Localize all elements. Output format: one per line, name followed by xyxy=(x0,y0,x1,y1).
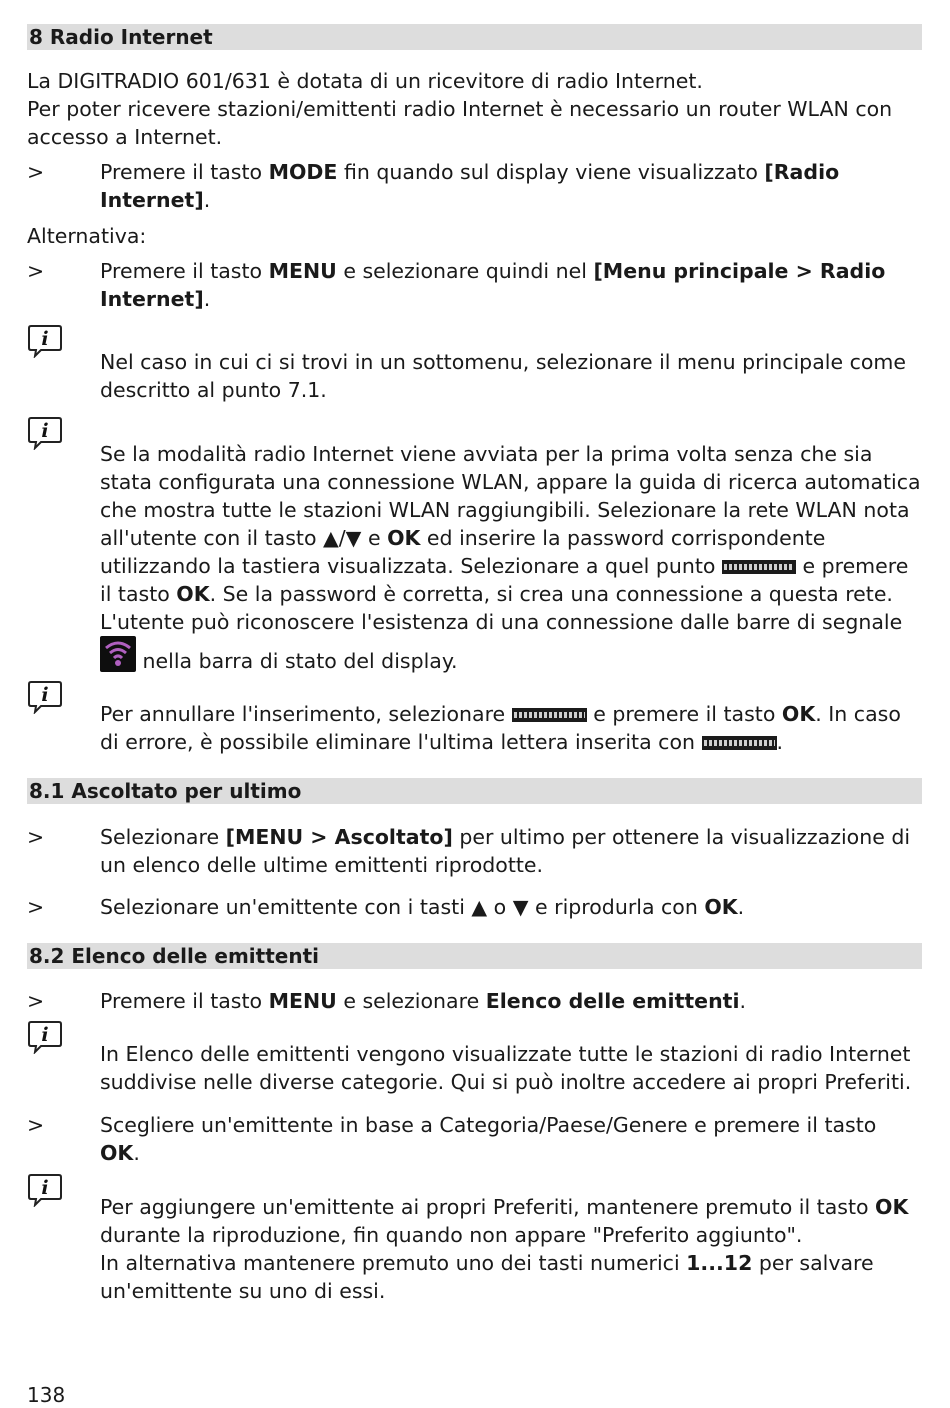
info-icon xyxy=(27,1173,63,1214)
menu-elenco-emittenti: Elenco delle emittenti xyxy=(485,989,740,1013)
info-note-elenco: i In Elenco delle emittenti vengono visualizzate tutte le stazioni di radio Internet suddivise nelle diverse categorie. Qui si può inoltre accedere ai propri Preferiti. xyxy=(27,1020,922,1096)
section-heading-8: 8 Radio Internet xyxy=(27,24,922,50)
step-categoria: > Scegliere un'emittente in base a Categoria/Paese/Genere e premere il tasto OK. xyxy=(27,1113,877,1165)
display-bksp-graphic xyxy=(702,736,777,750)
info-note-submenu: i Nel caso in cui ci si trovi in un sottomenu, selezionare il menu principale come descritto al punto 7.1. xyxy=(27,324,922,404)
bullet-marker: > xyxy=(27,1113,45,1137)
info-icon xyxy=(27,324,63,365)
info-icon xyxy=(27,1020,63,1061)
display-confirm-graphic xyxy=(722,560,796,574)
menu-radio-internet: [Radio Internet] xyxy=(100,160,840,212)
menu-ascoltato: [MENU > Ascoltato] xyxy=(225,825,453,849)
svg-text:i: i xyxy=(41,1024,49,1046)
key-menu: MENU xyxy=(268,259,337,283)
svg-text:i: i xyxy=(41,684,49,706)
alternative-label: Alternativa: xyxy=(27,224,147,248)
page-number: 138 xyxy=(27,1383,66,1407)
info-icon xyxy=(27,680,63,721)
bullet-marker: > xyxy=(27,825,45,849)
step-mode: > Premere il tasto MODE fin quando sul display viene visualizzato [Radio Internet]. xyxy=(27,160,840,212)
section-heading-8-1: 8.1 Ascoltato per ultimo xyxy=(27,778,922,804)
bullet-marker: > xyxy=(27,160,45,184)
page-content xyxy=(27,24,922,1305)
wifi-signal-icon xyxy=(100,636,136,672)
bullet-marker: > xyxy=(27,989,45,1013)
section-heading-8-2: 8.2 Elenco delle emittenti xyxy=(27,943,922,969)
key-menu: MENU xyxy=(268,989,337,1013)
key-mode: MODE xyxy=(268,160,338,184)
intro-line-2: Per poter ricevere stazioni/emittenti radio Internet è necessario un router WLAN con accesso a Internet. xyxy=(27,97,893,149)
svg-text:i: i xyxy=(41,1177,49,1199)
info-icon xyxy=(27,416,63,457)
display-cancel-graphic xyxy=(512,708,587,722)
step-elenco: > Premere il tasto MENU e selezionare Elenco delle emittenti. xyxy=(27,989,747,1013)
step-select-station: > Selezionare un'emittente con i tasti ▲ o ▼ e riprodurla con OK. xyxy=(27,895,745,919)
bullet-marker: > xyxy=(27,259,45,283)
step-menu: > Premere il tasto MENU e selezionare quindi nel [Menu principale > Radio Internet]. xyxy=(27,259,886,311)
bullet-marker: > xyxy=(27,895,45,919)
step-ascoltato: > Selezionare [MENU > Ascoltato] per ultimo per ottenere la visualizzazione di un elenco delle ultime emittenti riprodotte. xyxy=(27,825,911,877)
svg-text:i: i xyxy=(41,420,49,442)
info-note-cancel: i Per annullare l'inserimento, selezionare e premere il tasto OK. In caso di errore, è possibile eliminare l'ultima lettera inserita con . xyxy=(27,680,922,756)
intro-line-1: La DIGITRADIO 601/631 è dotata di un ricevitore di radio Internet. xyxy=(27,69,703,93)
info-note-wlan: i Se la modalità radio Internet viene avviata per la prima volta senza che sia stata configurata una connessione WLAN, appare la guida di ricerca automatica che mostra tutte le stazioni WLAN raggiungibili. Selezionare la rete WLAN nota all'utente con il tasto ▲/▼ e OK ed inserire la password corrispondente utilizzando la tastiera visualizzata. Selezionare a quel punto e premere il tasto OK. Se la password è corretta, si crea una connessione a questa rete. L'utente può riconoscere l'esistenza di una connessione dalle barre di segnale nella barra di stato del display. xyxy=(27,416,922,675)
menu-path: [Menu principale > Radio Internet] xyxy=(100,259,886,311)
info-note-preferiti: i Per aggiungere un'emittente ai propri Preferiti, mantenere premuto il tasto OK durante la riproduzione, fin quando non appare "Preferito aggiunto". In alternativa mantenere premuto uno dei tasti numerici 1...12 per salvare un'emittente su uno di essi. xyxy=(27,1173,922,1305)
svg-text:i: i xyxy=(41,328,49,350)
